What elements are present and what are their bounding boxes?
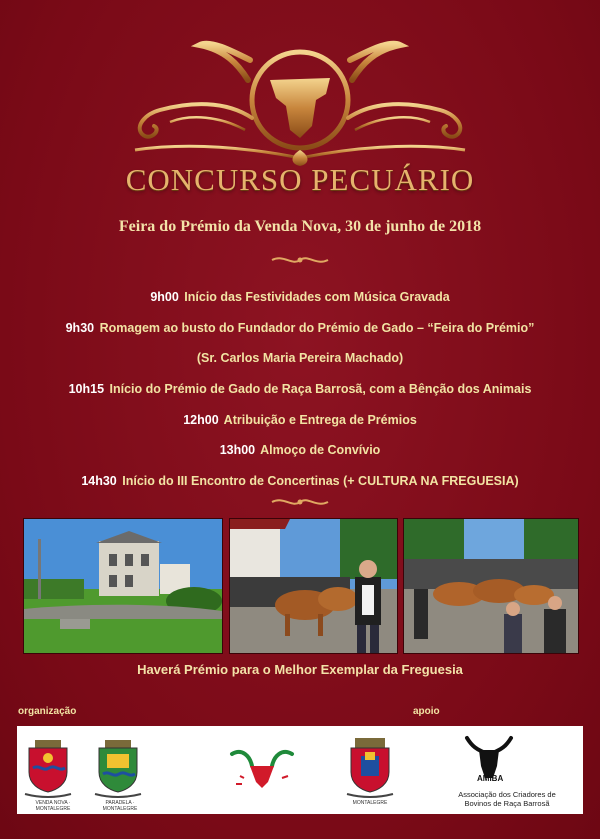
event-logo-icon	[222, 742, 302, 798]
flourish-divider-icon	[270, 252, 330, 268]
schedule-item: 13h00 Almoço de Convívio	[219, 443, 381, 457]
schedule-item: 9h00 Início das Festividades com Música Gravada	[150, 290, 450, 304]
organizacao-label: organização	[18, 706, 77, 717]
photo-crowd-cattle	[403, 518, 579, 654]
assoc-name: Associação dos Criadores de Bovinos de Raça Barrosã	[458, 790, 556, 808]
schedule-item: 12h00 Atribuição e Entrega de Prémios	[183, 413, 417, 427]
paradela-crest-icon	[93, 738, 143, 798]
schedule-item: 14h30 Início do III Encontro de Concertinas (+ CULTURA NA FREGUESIA)	[81, 474, 519, 488]
photo-village-building	[23, 518, 223, 654]
apoio-label: apoio	[413, 706, 440, 717]
venda-nova-crest-icon	[23, 738, 73, 798]
crest-caption: PARADELA · MONTALEGRE	[102, 800, 138, 812]
sponsor-logos-strip	[17, 726, 583, 814]
page-title: CONCURSO PECUÁRIO	[125, 162, 475, 197]
crest-caption: VENDA NOVA · MONTALEGRE	[35, 800, 71, 812]
schedule-item: (Sr. Carlos Maria Pereira Machado)	[196, 351, 404, 365]
montalegre-crest-icon	[345, 738, 395, 798]
bull-emblem-icon	[130, 30, 470, 170]
event-subtitle: Feira do Prémio da Venda Nova, 30 de junho de 2018	[118, 218, 482, 235]
photo-cattle-herdsman	[229, 518, 398, 654]
flourish-divider-icon	[270, 494, 330, 510]
crest-caption: MONTALEGRE	[352, 800, 388, 806]
assoc-acronym: AMIBA	[477, 774, 504, 783]
prize-note: Haverá Prémio para o Melhor Exemplar da Freguesia	[137, 662, 463, 677]
schedule-item: 10h15 Início do Prémio de Gado de Raça Barrosã, com a Bênção dos Animais	[68, 382, 532, 396]
schedule-item: 9h30 Romagem ao busto do Fundador do Prémio de Gado – “Feira do Prémio”	[65, 321, 535, 335]
